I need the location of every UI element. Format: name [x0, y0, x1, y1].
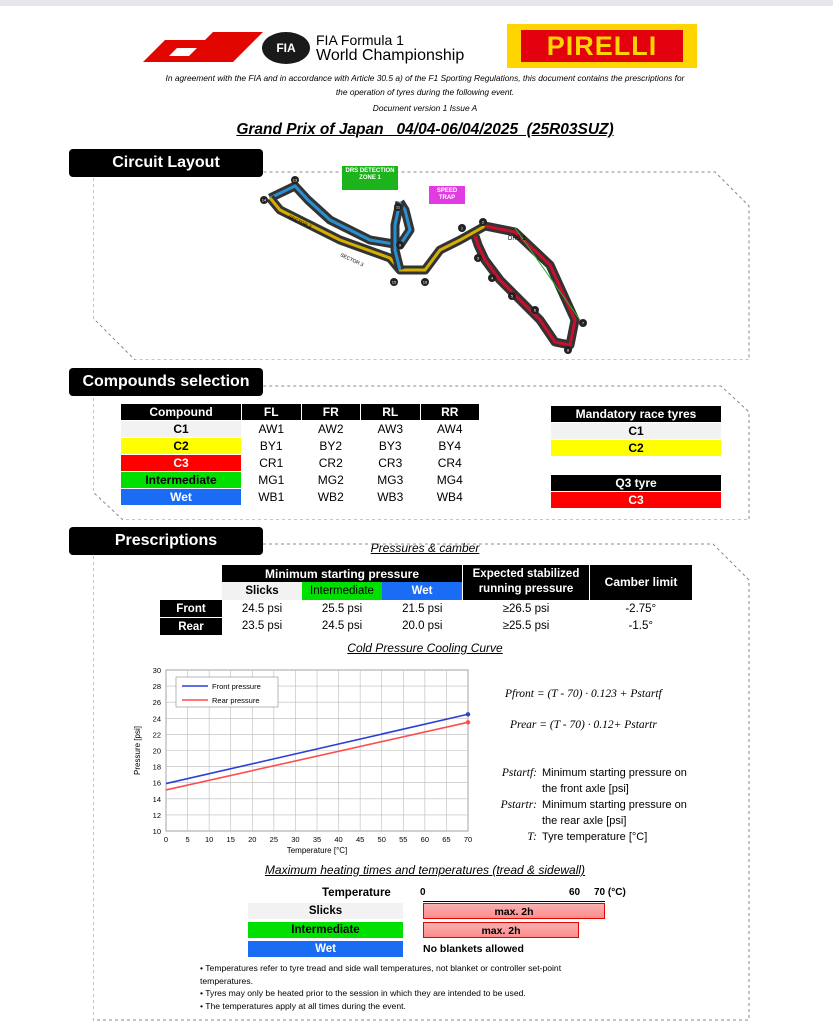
heating-bar: No blankets allowed [423, 943, 524, 955]
f1-title [316, 33, 464, 64]
col-rr: RR [420, 404, 480, 421]
corner-9: 9 [398, 242, 402, 248]
pressure-axle: Front [160, 600, 222, 618]
def-pstartr [480, 797, 730, 829]
def-t-sym: T: [527, 831, 537, 843]
y-tick-label: 26 [152, 698, 161, 708]
compound-code: WB4 [420, 489, 480, 506]
y-tick-label: 28 [152, 682, 161, 692]
intermediate-header: Intermediate [302, 582, 382, 600]
compound-code: CR4 [420, 455, 480, 472]
pressure-camber: -2.75° [625, 602, 657, 615]
compound-row [121, 489, 480, 506]
prescriptions-tab: Prescriptions [69, 527, 263, 555]
col-fl: FL [242, 404, 302, 421]
def-t [480, 829, 730, 845]
temperature-label: Temperature [322, 887, 391, 899]
compounds-tab: Compounds selection [69, 368, 263, 396]
compound-code: WB1 [242, 489, 302, 506]
compound-code: AW2 [301, 421, 361, 438]
corner-6: 6 [533, 307, 537, 313]
x-tick-label: 40 [334, 835, 343, 844]
y-tick-label: 20 [152, 746, 161, 756]
compound-row [121, 438, 480, 455]
compound-name: C3 [121, 455, 242, 472]
mandatory-c1: C1 [551, 423, 722, 440]
compound-code: BY2 [301, 438, 361, 455]
temp-tick-60: 60 [569, 887, 581, 898]
fia-logo: FIA [262, 32, 310, 64]
pressure-inter: 24.5 psi [321, 620, 363, 633]
legend-label: Rear pressure [212, 696, 260, 705]
pressure-running: ≥25.5 psi [502, 620, 550, 633]
corner-2: 2 [481, 219, 485, 225]
compound-code: CR3 [361, 455, 421, 472]
def-pstartr-l1: Minimum starting pressure on [542, 799, 687, 811]
corner-4: 4 [490, 275, 494, 281]
def-pstartr-sym: Pstartr: [500, 799, 537, 811]
x-tick-label: 60 [420, 835, 430, 844]
event-title: Grand Prix of Japan 04/04-06/04/2025 (25R03SUZ) [236, 121, 614, 138]
cooling-curve-chart [128, 662, 478, 862]
x-tick-label: 5 [185, 835, 190, 844]
def-pstartf-l2: the front axle [psi] [542, 783, 629, 795]
corner-13: 13 [292, 177, 298, 183]
col-compound: Compound [121, 404, 242, 421]
pressure-slicks: 23.5 psi [241, 620, 283, 633]
heating-compound: Intermediate [248, 922, 403, 938]
compound-row [121, 472, 480, 489]
note-2: • Tyres may only be heated prior to the session in which they are intended to be used. [200, 988, 526, 998]
expected-header-l2: running pressure [478, 583, 574, 596]
pressure-camber: -1.5° [628, 620, 653, 633]
pressure-inter: 25.5 psi [321, 602, 363, 615]
compound-code: CR2 [301, 455, 361, 472]
pressure-table [160, 565, 692, 635]
note-1: • Temperatures refer to tyre tread and side wall temperatures, not blanket or controller set-point temperatures. [200, 963, 562, 986]
series-point-front [466, 712, 470, 716]
y-axis-label: Pressure [psi] [133, 726, 142, 775]
pressures-title: Pressures & camber [370, 541, 480, 555]
q3-compound: C3 [551, 492, 722, 509]
x-tick-label: 35 [312, 835, 322, 844]
y-tick-label: 18 [152, 762, 161, 772]
notes [200, 962, 600, 1012]
compound-code: WB2 [301, 489, 361, 506]
compound-code: AW3 [361, 421, 421, 438]
pressure-row [160, 618, 692, 636]
compound-name: Intermediate [121, 472, 242, 489]
corner-16: 16 [422, 279, 428, 285]
x-tick-label: 20 [248, 835, 257, 844]
note-3: • The temperatures apply at all times during the event. [200, 1000, 406, 1011]
compound-code: MG1 [242, 472, 302, 489]
corner-15: 15 [391, 279, 397, 285]
heating-bar: max. 2h [423, 903, 605, 919]
temp-tick-0: 0 [420, 887, 426, 898]
def-t-l1: Tyre temperature [°C] [542, 831, 648, 843]
heating-compound: Slicks [248, 903, 403, 919]
y-tick-label: 10 [152, 827, 161, 836]
mandatory-table [550, 405, 722, 457]
corner-5: 5 [510, 293, 514, 299]
agreement-line1: In agreement with the FIA and in accordance with Article 30.5 a) of the F1 Sporting Regulations, this document contains the prescriptions for [165, 73, 685, 83]
formula-rear: Prear = (T - 70) · 0.12+ Pstartr [510, 719, 657, 731]
col-rl: RL [361, 404, 421, 421]
q3-title: Q3 tyre [551, 475, 722, 492]
drs-zone-text: DRS 1 [508, 236, 526, 242]
x-tick-label: 0 [163, 835, 169, 844]
q3-table [550, 474, 722, 509]
legend-label: Front pressure [212, 682, 261, 691]
compound-code: BY4 [420, 438, 480, 455]
compound-code: MG2 [301, 472, 361, 489]
f1-title-line2: World Championship [316, 47, 465, 64]
y-tick-label: 14 [152, 794, 161, 804]
compound-row [121, 455, 480, 472]
x-tick-label: 50 [377, 835, 386, 844]
x-tick-label: 10 [204, 835, 214, 844]
f1-logo [143, 32, 263, 62]
corner-7: 7 [581, 320, 585, 326]
temp-tick-70: 70 (°C) [594, 887, 626, 898]
compound-code: WB3 [361, 489, 421, 506]
col-fr: FR [301, 404, 361, 421]
formula-front: Pfront = (T - 70) · 0.123 + Pstartf [505, 688, 662, 700]
compound-code: CR1 [242, 455, 302, 472]
compound-code: MG4 [420, 472, 480, 489]
compound-row [121, 421, 480, 438]
compound-name: C2 [121, 438, 242, 455]
pirelli-logo [507, 24, 697, 68]
def-pstartf-sym: Pstartf: [501, 767, 537, 779]
x-tick-label: 30 [291, 835, 300, 844]
pressure-running: ≥26.5 psi [502, 602, 550, 615]
corner-8: 8 [566, 347, 570, 353]
curve-title: Cold Pressure Cooling Curve [347, 641, 503, 655]
sector3-text: SECTOR 3 [339, 252, 365, 269]
def-pstartf [480, 765, 730, 797]
speed-trap-label: SPEED TRAP [429, 186, 465, 204]
drs-detection-label: DRS DETECTION ZONE 1 [342, 166, 398, 190]
compound-table [120, 403, 480, 506]
x-tick-label: 45 [355, 835, 365, 844]
min-start-header: Minimum starting pressure [222, 565, 463, 582]
y-tick-label: 16 [152, 778, 161, 788]
agreement-text [100, 71, 750, 99]
def-pstartr-l2: the rear axle [psi] [542, 815, 627, 827]
y-tick-label: 24 [152, 714, 161, 724]
circuit-map [250, 170, 600, 360]
circuit-layout-tab: Circuit Layout [69, 149, 263, 177]
y-tick-label: 12 [152, 810, 161, 820]
f1-title-line1: FIA Formula 1 [316, 32, 404, 48]
mandatory-title: Mandatory race tyres [551, 406, 722, 423]
pressure-row [160, 600, 692, 618]
compound-name: Wet [121, 489, 242, 506]
camber-header: Camber limit [590, 565, 693, 600]
sector2-text: SECTOR 2 [287, 214, 313, 231]
compound-code: AW4 [420, 421, 480, 438]
wet-header: Wet [382, 582, 463, 600]
pressure-slicks: 24.5 psi [241, 602, 283, 615]
definitions [480, 765, 730, 845]
x-axis-label: Temperature [°C] [286, 846, 348, 855]
expected-header [463, 565, 590, 600]
pressure-axle: Rear [160, 618, 222, 636]
series-point-rear [466, 720, 470, 724]
compound-code: MG3 [361, 472, 421, 489]
def-pstartf-l1: Minimum starting pressure on [542, 767, 687, 779]
doc-version: Document version 1 Issue A [372, 103, 478, 113]
corner-14: 14 [261, 197, 267, 203]
y-tick-label: 22 [152, 730, 161, 740]
temp-axis [423, 901, 605, 902]
compound-code: BY3 [361, 438, 421, 455]
pirelli-wordmark: PIRELLI [521, 30, 683, 62]
heating-title: Maximum heating times and temperatures (tread & sidewall) [264, 863, 586, 877]
agreement-line2: the operation of tyres during the following event. [335, 87, 515, 97]
corner-3: 3 [476, 255, 480, 261]
corner-11: 11 [395, 204, 401, 210]
x-tick-label: 65 [442, 835, 451, 844]
compound-code: BY1 [242, 438, 302, 455]
pressure-wet: 21.5 psi [402, 602, 443, 615]
x-tick-label: 15 [226, 835, 235, 844]
pressure-wet: 20.0 psi [402, 620, 443, 633]
x-tick-label: 70 [463, 835, 473, 844]
compound-code: AW1 [242, 421, 302, 438]
mandatory-c2: C2 [551, 440, 722, 457]
heating-bar: max. 2h [423, 922, 579, 938]
y-tick-label: 30 [152, 666, 161, 675]
x-tick-label: 25 [269, 835, 279, 844]
x-tick-label: 55 [399, 835, 408, 844]
heating-compound: Wet [248, 941, 403, 957]
compound-name: C1 [121, 421, 242, 438]
compound-table-header [121, 404, 480, 421]
slicks-header: Slicks [222, 582, 302, 600]
corner-1: 1 [460, 225, 464, 231]
expected-header-l1: Expected stabilized [472, 568, 580, 581]
top-bar [0, 0, 833, 6]
